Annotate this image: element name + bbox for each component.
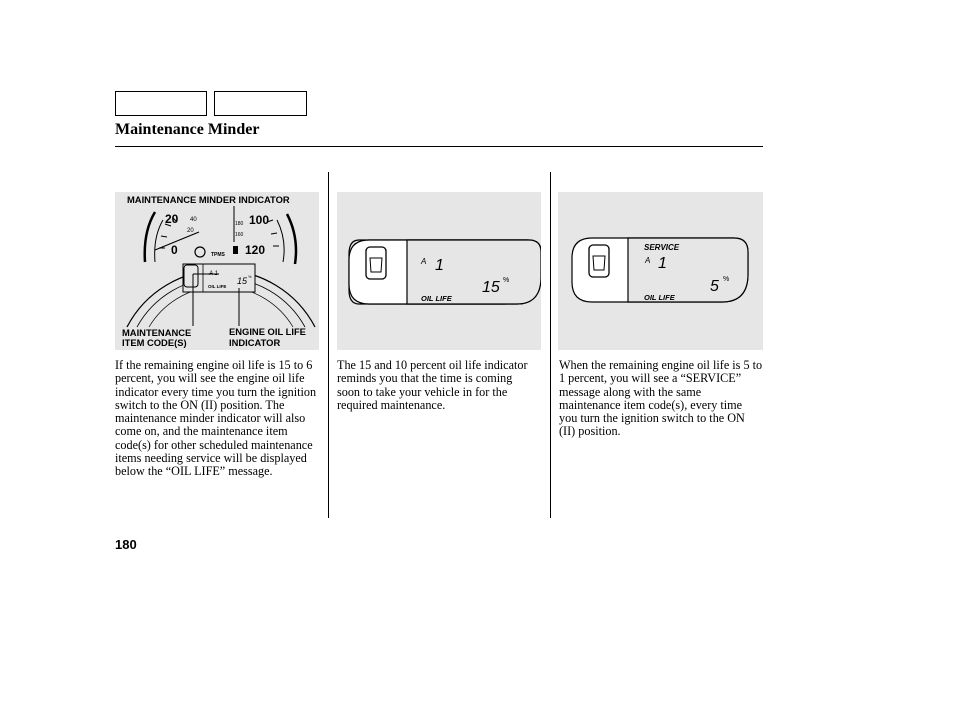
left-paragraph: If the remaining engine oil life is 15 to 6 percent, you will see the engine oil life indicator every time you turn the ignition switch to the ON (II) position. The maintenance minder indicator will also come on, and the maintenance item code(s) for other scheduled maintenance items needing service will be displayed below the “OIL LIFE” message.	[115, 358, 317, 479]
oil-life-15-display	[337, 192, 541, 350]
left-dial	[145, 212, 155, 262]
speed-label-0: 0	[171, 243, 178, 257]
display-letter: A	[645, 256, 651, 265]
display-pct-sign: %	[503, 277, 510, 284]
display-code: 1	[435, 257, 444, 274]
speed-label-100: 100	[249, 213, 270, 227]
display-code: 1	[658, 255, 667, 272]
caption-maintenance-minder-indicator: MAINTENANCE MINDER INDICATOR	[127, 194, 290, 205]
display-code: A 1	[209, 271, 218, 277]
gauge-illustration-panel	[115, 192, 319, 350]
display-pct: 5	[710, 278, 719, 295]
caption-oil-life-1: ENGINE OIL LIFE	[229, 326, 306, 337]
column-divider-1	[328, 172, 329, 518]
kmh-label-20: 20	[187, 228, 194, 234]
display-service: SERVICE	[644, 243, 680, 252]
nav-tab-2[interactable]	[214, 91, 307, 116]
nav-tab-1[interactable]	[115, 91, 207, 116]
caption-oil-life-2: INDICATOR	[229, 337, 281, 348]
tpms-warning-icon	[195, 247, 205, 257]
display-15-percent-panel	[337, 192, 541, 350]
display-oil-life: OIL LIFE	[208, 284, 227, 289]
kmh-label-180: 180	[235, 221, 244, 227]
display-5-percent-panel	[558, 192, 763, 350]
display-pct-sign: %	[248, 274, 252, 279]
right-dial	[287, 214, 296, 264]
display-pct: 15	[482, 279, 500, 296]
speed-label-20: 20	[165, 212, 179, 226]
caption-item-code-1: MAINTENANCE	[122, 327, 192, 338]
left-dial-inner	[155, 220, 163, 262]
speed-label-120: 120	[245, 243, 266, 257]
display-oil-life: OIL LIFE	[421, 294, 452, 303]
display-oil-life: OIL LIFE	[644, 293, 675, 302]
caption-item-code-2: ITEM CODE(S)	[122, 337, 187, 348]
page-number: 180	[115, 537, 137, 552]
indicator-lamp-icon	[233, 246, 238, 254]
right-paragraph: When the remaining engine oil life is 5 to 1 percent, you will see a “SERVICE” message along with the same maintenance item code(s), every time you turn the ignition switch to the ON (II) position.	[559, 358, 763, 439]
middle-paragraph: The 15 and 10 percent oil life indicator reminds you that the time is coming soon to take your vehicle in for the required maintenance.	[337, 358, 528, 412]
tpms-label: TPMS	[211, 252, 225, 258]
speed-label-40: 40	[190, 217, 197, 223]
page-title: Maintenance Minder	[115, 121, 260, 138]
display-letter: A	[421, 257, 427, 266]
kmh-label-160: 160	[235, 232, 244, 238]
title-rule	[115, 146, 763, 147]
display-pct: 15	[237, 276, 248, 286]
oil-life-5-display	[558, 192, 763, 350]
display-pct-sign: %	[723, 276, 730, 283]
column-divider-2	[550, 172, 551, 518]
right-dial-inner	[277, 220, 284, 262]
